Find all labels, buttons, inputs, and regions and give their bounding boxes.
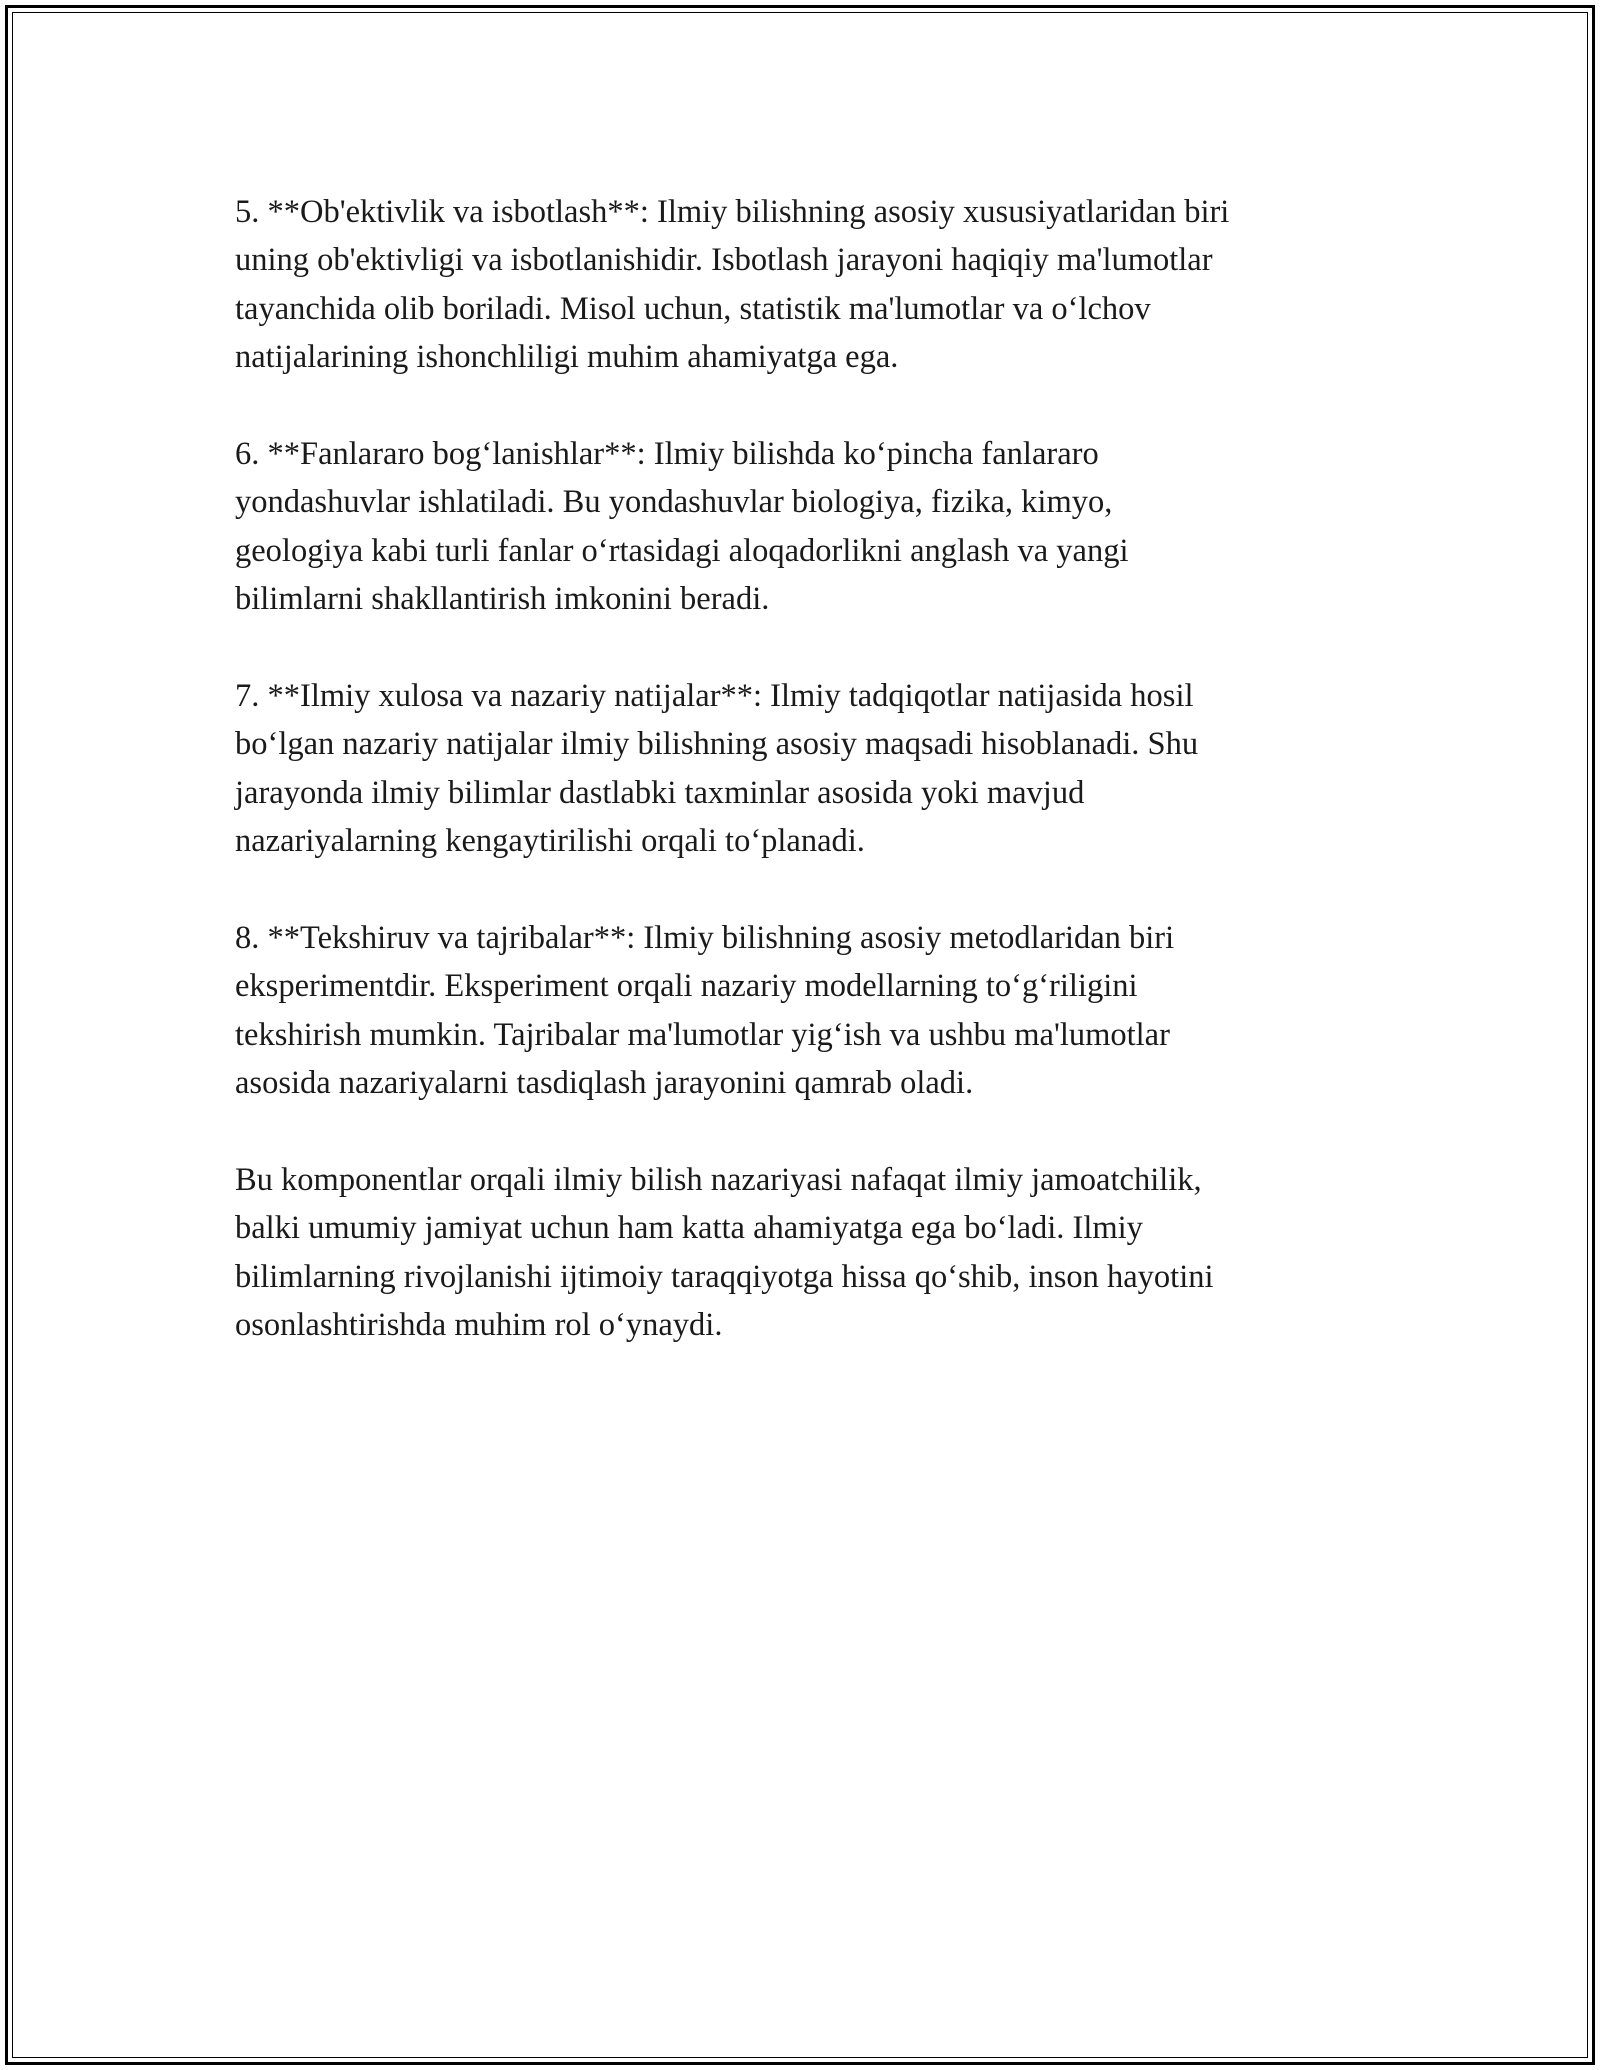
text-line: balki umumiy jamiyat uchun ham katta ahamiyatga ega bo‘ladi. Ilmiy <box>235 1210 1143 1247</box>
paragraph-summary <box>235 1156 1375 1350</box>
text-line: 7. **Ilmiy xulosa va nazariy natijalar**: Ilmiy tadqiqotlar natijasida hosil <box>235 678 1194 715</box>
paragraph-conclusions <box>235 672 1375 866</box>
text-line: 5. **Ob'ektivlik va isbotlash**: Ilmiy bilishning asosiy xususiyatlaridan biri <box>235 194 1230 230</box>
paragraph-objectivity <box>235 188 1375 382</box>
text-line: natijalarining ishonchliligi muhim ahamiyatga ega. <box>235 339 899 376</box>
text-line: tayanchida olib boriladi. Misol uchun, statistik ma'lumotlar va o‘lchov <box>235 290 1151 327</box>
text-line: uning ob'ektivligi va isbotlanishidir. Isbotlash jarayoni haqiqiy ma'lumotlar <box>235 242 1213 279</box>
text-line: nazariyalarning kengaytirilishi orqali to‘planadi. <box>235 823 865 860</box>
text-line: yondashuvlar ishlatiladi. Bu yondashuvlar biologiya, fizika, kimyo, <box>235 484 1113 521</box>
text-line: osonlashtirishda muhim rol o‘ynaydi. <box>235 1307 723 1344</box>
document-body <box>235 188 1375 1398</box>
text-line: 8. **Tekshiruv va tajribalar**: Ilmiy bilishning asosiy metodlaridan biri <box>235 920 1175 957</box>
text-line: 6. **Fanlararo bog‘lanishlar**: Ilmiy bilishda ko‘pincha fanlararo <box>235 436 1099 473</box>
text-line: asosida nazariyalarni tasdiqlash jarayonini qamrab oladi. <box>235 1065 974 1102</box>
text-line: tekshirish mumkin. Tajribalar ma'lumotlar yig‘ish va ushbu ma'lumotlar <box>235 1016 1170 1053</box>
text-line: jarayonda ilmiy bilimlar dastlabki taxminlar asosida yoki mavjud <box>235 774 1085 811</box>
paragraph-experiments <box>235 914 1375 1108</box>
text-line: geologiya kabi turli fanlar o‘rtasidagi aloqadorlikni anglash va yangi <box>235 532 1129 569</box>
text-line: bo‘lgan nazariy natijalar ilmiy bilishning asosiy maqsadi hisoblanadi. Shu <box>235 726 1199 763</box>
text-line: bilimlarning rivojlanishi ijtimoiy taraqqiyotga hissa qo‘shib, inson hayotini <box>235 1258 1214 1295</box>
text-line: eksperimentdir. Eksperiment orqali nazariy modellarning to‘g‘riligini <box>235 968 1138 1005</box>
paragraph-interdisciplinary <box>235 430 1375 624</box>
text-line: bilimlarni shakllantirish imkonini beradi. <box>235 581 770 618</box>
text-line: Bu komponentlar orqali ilmiy bilish nazariyasi nafaqat ilmiy jamoatchilik, <box>235 1162 1202 1199</box>
